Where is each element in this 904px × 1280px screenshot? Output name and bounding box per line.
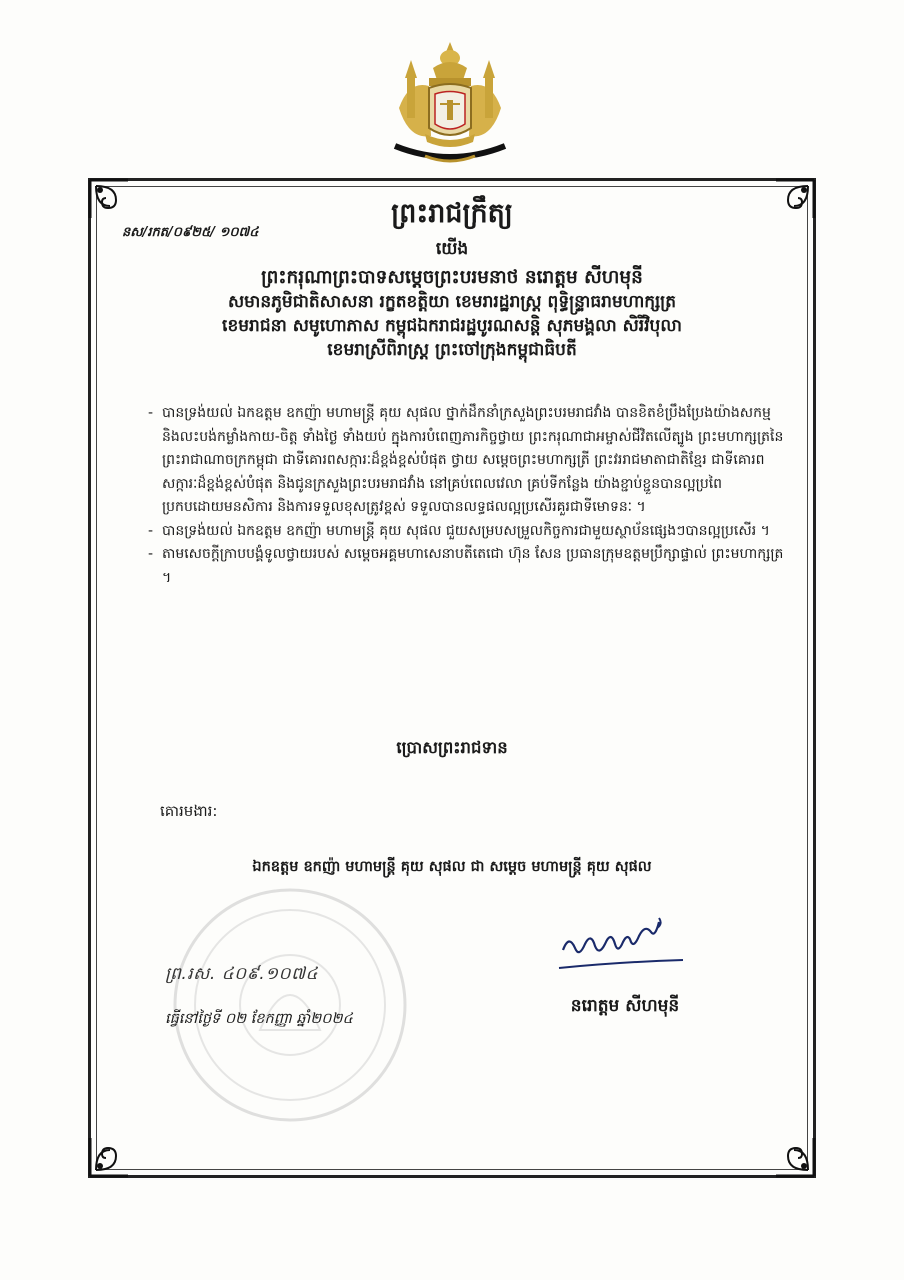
paragraph-text: តាមសេចក្តីក្រាបបង្គំទូលថ្វាយរបស់ សម្តេចអគ្គមហាសេនាបតីតេជោ ហ៊ុន សែន ប្រធានក្រុមឧត្តមប្រឹក្សាផ្ទាល់ ព្រះមហាក្សត្រ ។	[162, 546, 784, 586]
corner-ornament-icon	[86, 1134, 132, 1180]
body-paragraph	[148, 402, 784, 520]
honorific-label: គោរមងារ:	[160, 802, 218, 820]
decree-body	[148, 402, 784, 590]
list-dash: -	[148, 522, 154, 539]
signer-name: នរោត្តម សីហមុនី	[570, 996, 680, 1016]
king-title-line: ព្រះករុណាព្រះបាទសម្តេចព្រះបរមនាថ នរោត្តម សីហមុនី	[261, 267, 643, 288]
corner-ornament-icon	[772, 1134, 818, 1180]
date-line: ធ្វើនៅថ្ងៃទី ០២ ខែកញ្ញា ឆ្នាំ២០២៤	[165, 1011, 353, 1027]
list-dash: -	[148, 405, 154, 421]
paragraph-text: បានទ្រង់យល់ ឯកឧត្តម ឧកញ៉ា មហាមន្ត្រី គុយ សុផល ជួយសម្របសម្រួលកិច្ចការជាមួយស្ថាប័នផ្សេងៗបានល្អប្រសើរ ។	[162, 522, 770, 539]
we-heading: យើង	[435, 239, 469, 259]
king-title-line: សមានភូមិជាតិសាសនា រក្ខតខត្តិយា ខេមរារដ្ឋរាស្ត្រ ពុទ្ធិន្ទ្រាធរាមហាក្សត្រ	[227, 292, 677, 312]
royal-coat-of-arms-icon	[385, 38, 515, 170]
king-title-line: ខេមរាស្រីពិរាស្ត្រ ព្រះចៅក្រុងកម្ពុជាធិបតី	[327, 340, 577, 360]
document-number: នស/រកត/០៩២៥/ ១០៧៤	[122, 225, 259, 240]
seal-number: ព្រ.រស. ៤០៩.១០៧៤	[165, 964, 319, 984]
list-dash: -	[148, 546, 154, 562]
recipient-line: ឯកឧត្តម ឧកញ៉ា មហាមន្ត្រី គុយ សុផល ជា សម្តេច មហាមន្ត្រី គុយ សុផល	[252, 859, 652, 875]
body-paragraph	[148, 520, 784, 544]
king-titles	[110, 266, 794, 362]
royal-signature-icon	[555, 910, 695, 980]
king-title-line: ខេមរាជនា សមូហោភាស កម្ពុជឯករាជរដ្ឋបូរណសន្តិ សុភមង្គលា សិរីវិបុលា	[222, 316, 682, 336]
decree-heading: ប្រោសព្រះរាជទាន	[396, 738, 508, 757]
document-title: ព្រះរាជក្រឹត្យ	[391, 198, 513, 229]
embossed-seal-icon	[150, 880, 430, 1130]
body-paragraph	[148, 543, 784, 590]
paragraph-text: បានទ្រង់យល់ ឯកឧត្តម ឧកញ៉ា មហាមន្ត្រី គុយ សុផល ថ្នាក់ដឹកនាំក្រសួងព្រះបរមរាជវាំង បានខិតខំប្រឹងប្រែងយ៉ាងសកម្ម និងលះបង់កម្លាំងកាយ-ចិត្ត ទាំងថ្ងៃ ទាំងយប់ ក្នុងការបំពេញភារកិច្ចថ្វាយ ព្រះករុណាជាអម្ចាស់ជីវិតលើត្បូង ព្រះមហាក្សត្រនៃព្រះរាជាណាចក្រកម្ពុជា ជាទីគោរពសក្ការៈដ៏ខ្ពង់ខ្ពស់បំផុត ថ្វាយ សម្តេចព្រះមហាក្សត្រី ព្រះវររាជមាតាជាតិខ្មែរ ជាទីគោរពសក្ការៈដ៏ខ្ពង់ខ្ពស់បំផុត និងជូនក្រសួងព្រះបរមរាជវាំង នៅគ្រប់ពេលវេលា គ្រប់ទីកន្លែង យ៉ាងខ្ជាប់ខ្ជួនបានល្អប្រពៃ ប្រកបដោយមនសិការ និងការទទួលខុសត្រូវខ្ពស់ ទទួលបានលទ្ធផលល្អប្រសើរគួរជាទីមោទនៈ ។	[162, 405, 784, 515]
